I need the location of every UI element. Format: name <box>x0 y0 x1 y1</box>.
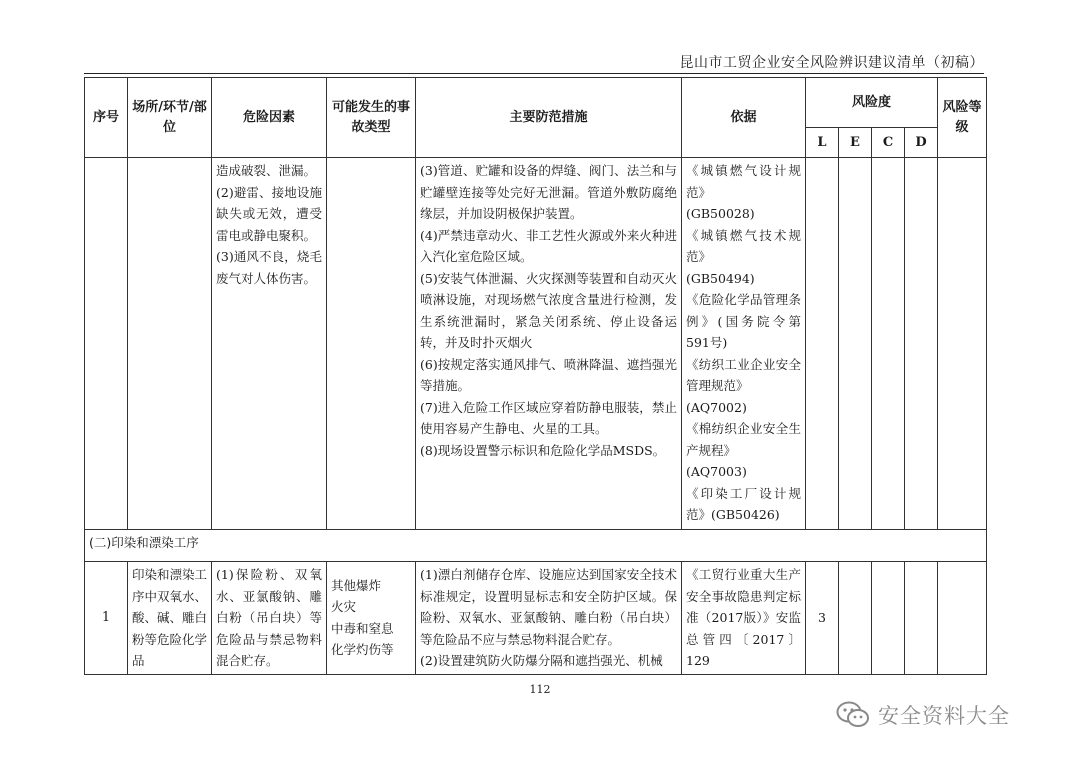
col-header-d: D <box>905 128 938 158</box>
measure-line: (7)进入危险工作区域应穿着防静电服装，禁止使用容易产生静电、火星的工具。 <box>420 399 677 436</box>
col-header-e: E <box>839 128 872 158</box>
cell-basis <box>682 158 806 530</box>
cell-location: 印染和漂染工序中双氧水、酸、碱、雕白粉等危险化学品 <box>128 562 212 675</box>
cell-seq <box>85 158 128 530</box>
cell-hazards <box>212 158 327 530</box>
basis-line: 《印染工厂设计规范》(GB50426) <box>686 485 801 522</box>
cell-e <box>839 158 872 530</box>
measure-line: (4)严禁违章动火、非工艺性火源或外来火种进入汽化室危险区域。 <box>420 227 677 264</box>
cell-e <box>839 562 872 675</box>
col-header-location: 场所/环节/部位 <box>128 78 212 158</box>
hazard-line: (2)避雷、接地设施缺失或无效，遭受雷电或静电聚积。 <box>216 184 322 243</box>
table-row-continued <box>85 158 987 530</box>
basis-line: (GB50494) <box>686 270 755 286</box>
col-header-seq: 序号 <box>85 78 128 158</box>
col-header-l: L <box>806 128 839 158</box>
measure-line: (1)漂白剂储存仓库、设施应达到国家安全技术标准规定，设置明显标志和安全防护区域。保险粉、双氧水、亚氯酸钠、雕白粉（吊白块）等危险品不应与禁忌物料混合贮存。 <box>420 567 677 647</box>
col-header-risk-level: 风险等级 <box>938 78 987 158</box>
cell-seq: 1 <box>85 562 128 675</box>
cell-location <box>128 158 212 530</box>
wechat-icon <box>836 701 870 729</box>
hazard-line: 造成破裂、泄漏。 <box>216 163 317 178</box>
cell-l <box>806 158 839 530</box>
basis-line: 《棉纺织企业安全生产规程》 <box>686 421 801 458</box>
col-header-hazards: 危险因素 <box>212 78 327 158</box>
accident-type: 化学灼伤等 <box>331 642 394 658</box>
measure-line: (2)设置建筑防火防爆分隔和遮挡强光、机械 <box>420 653 663 668</box>
cell-risk-level <box>938 158 987 530</box>
basis-line: 《纺织工业企业安全管理规范》 <box>686 356 801 393</box>
cell-l: 3 <box>806 562 839 675</box>
measure-line: (3)管道、贮罐和设备的焊缝、阀门、法兰和与贮罐壁连接等处完好无泄漏。管道外敷防腐绝缘层，并加设阴极保护装置。 <box>420 163 677 221</box>
basis-line: 《危险化学品管理条例》(国务院令第591号) <box>686 292 801 350</box>
cell-accident-types <box>327 562 416 675</box>
section-title: (二)印染和漂染工序 <box>85 530 987 562</box>
risk-table <box>84 77 987 675</box>
cell-accident-types <box>327 158 416 530</box>
accident-type: 其他爆炸 <box>331 577 382 593</box>
cell-c <box>872 562 905 675</box>
header-rule <box>84 73 984 74</box>
measure-line: (6)按规定落实通风排气、喷淋降温、遮挡强光等措施。 <box>420 356 677 393</box>
cell-risk-level <box>938 562 987 675</box>
col-header-risk-degree: 风险度 <box>806 78 938 128</box>
page-number: 112 <box>529 683 551 696</box>
col-header-basis: 依据 <box>682 78 806 158</box>
cell-c <box>872 158 905 530</box>
measure-line: (5)安装气体泄漏、火灾探测等装置和自动灭火喷淋设施，对现场燃气浓度含量进行检测，发生系统泄漏时，紧急关闭系统、停止设备运转，并及时扑灭烟火 <box>420 270 677 350</box>
cell-measures <box>416 158 682 530</box>
section-row <box>85 530 987 562</box>
basis-line: (AQ7003) <box>686 464 747 479</box>
basis-line: (GB50028) <box>686 206 755 221</box>
basis-line: (AQ7002) <box>686 399 747 415</box>
col-header-c: C <box>872 128 905 158</box>
measure-line: (8)现场设置警示标识和危险化学品MSDS。 <box>420 442 666 458</box>
hazard-line: (3)通风不良，烧毛废气对人体伤害。 <box>216 249 322 286</box>
cell-d <box>905 562 938 675</box>
cell-measures <box>416 562 682 675</box>
watermark <box>836 700 1010 730</box>
col-header-accident-types: 可能发生的事故类型 <box>327 78 416 158</box>
col-header-measures: 主要防范措施 <box>416 78 682 158</box>
basis-line: 《城镇燃气技术规范》 <box>686 227 801 264</box>
cell-basis: 《工贸行业重大生产安全事故隐患判定标准（2017版）》安监总管四〔2017〕129 <box>682 562 806 675</box>
page-header-title: 昆山市工贸企业安全风险辨识建议清单（初稿） <box>679 55 984 71</box>
table-row <box>85 562 987 675</box>
accident-type: 火灾 <box>331 599 357 615</box>
accident-type: 中毒和窒息 <box>331 620 394 636</box>
cell-hazards: (1)保险粉、双氧水、亚氯酸钠、雕白粉（吊白块）等危险品与禁忌物料混合贮存。 <box>212 562 327 675</box>
basis-line: 《城镇燃气设计规范》 <box>686 163 801 200</box>
cell-d <box>905 158 938 530</box>
watermark-text: 安全资料大全 <box>878 704 1010 728</box>
